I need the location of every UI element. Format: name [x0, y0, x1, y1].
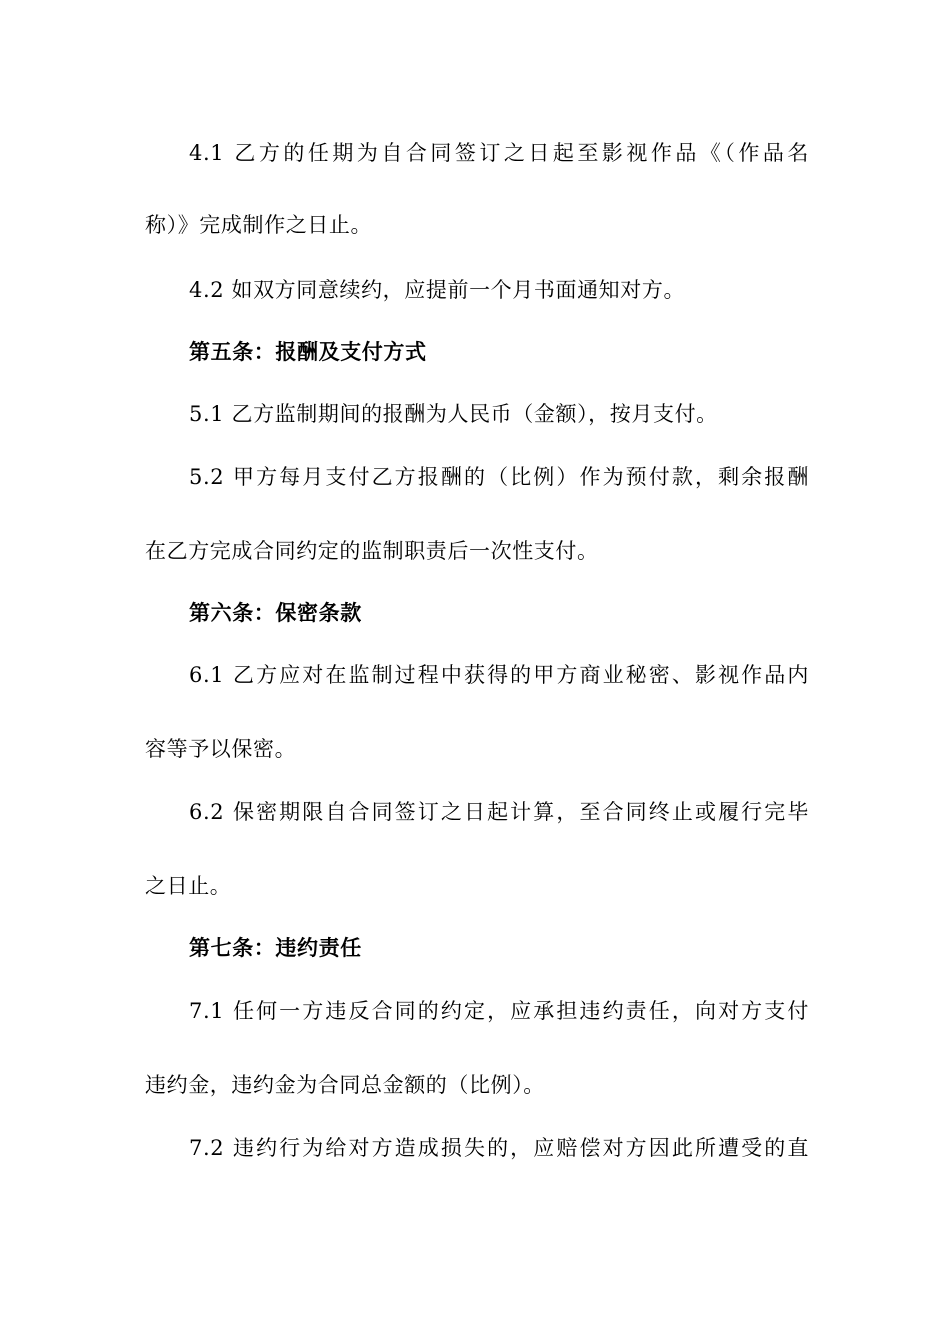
clause-6-2-line-1: 6.2 保密期限自合同签订之日起计算，至合同终止或履行完毕	[189, 800, 809, 824]
clause-4-1-line-2: 称）》完成制作之日止。	[145, 213, 373, 237]
clause-6-1-line-2: 容等予以保密。	[145, 737, 297, 761]
clause-7-2-line-1: 7.2 违约行为给对方造成损失的，应赔偿对方因此所遭受的直	[189, 1136, 809, 1160]
clause-7-1-line-1: 7.1 任何一方违反合同的约定，应承担违约责任，向对方支付	[189, 999, 809, 1023]
clause-6-1-line-1: 6.1 乙方应对在监制过程中获得的甲方商业秘密、影视作品内	[189, 663, 809, 687]
article-7-heading: 第七条：违约责任	[189, 935, 362, 960]
clause-4-2: 4.2 如双方同意续约，应提前一个月书面通知对方。	[189, 278, 686, 302]
article-6-heading: 第六条：保密条款	[189, 600, 362, 625]
article-5-heading: 第五条：报酬及支付方式	[189, 339, 427, 364]
clause-5-2-line-1: 5.2 甲方每月支付乙方报酬的（比例）作为预付款，剩余报酬	[189, 465, 809, 489]
clause-7-1-line-2: 违约金，违约金为合同总金额的（比例）。	[145, 1073, 545, 1097]
clause-5-1: 5.1 乙方监制期间的报酬为人民币（金额），按月支付。	[189, 402, 718, 426]
clause-5-2-line-2: 在乙方完成合同约定的监制职责后一次性支付。	[145, 539, 599, 563]
clause-4-1-line-1: 4.1 乙方的任期为自合同签订之日起至影视作品《（作品名	[189, 141, 809, 165]
clause-6-2-line-2: 之日止。	[145, 874, 232, 898]
